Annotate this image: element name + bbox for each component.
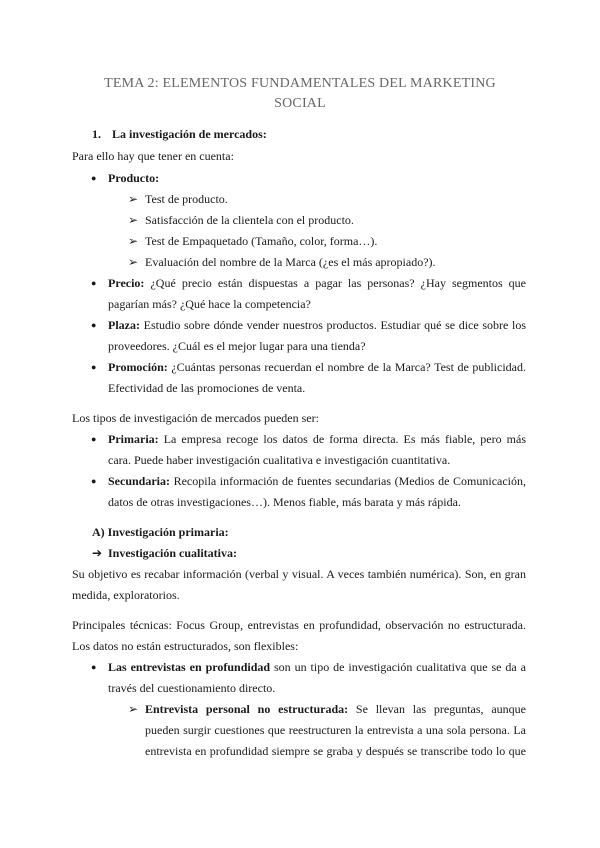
section-1-number: 1. [92, 127, 101, 141]
arrow-bullet-icon: ➢ [128, 192, 139, 206]
bullet-icon: ● [91, 278, 97, 288]
tipos-intro: Los tipos de investigación de mercados pueden ser: [72, 411, 319, 425]
personal-line-3: entrevista en profundidad siempre se graba y después se transcribe todo lo que [145, 744, 526, 758]
producto-label: Producto: [108, 171, 160, 185]
section-1-heading [92, 126, 267, 142]
promocion-line-2: Efectividad de las promociones de venta. [108, 381, 306, 395]
title-line-1: TEMA 2: ELEMENTOS FUNDAMENTALES DEL MARKETING [104, 76, 496, 91]
plaza-line-1: Plaza: Estudio sobre dónde vender nuestros productos. Estudiar qué se dice sobre los [108, 318, 526, 332]
arrow-bullet-icon: ➢ [128, 255, 139, 269]
section-1-intro: Para ello hay que tener en cuenta: [72, 149, 234, 163]
section-a-heading: A) Investigación primaria: [92, 525, 229, 539]
personal-line-2: pueden surgir cuestiones que reestructuren la entrevista a una sola persona. La [145, 723, 526, 737]
producto-item-4: Evaluación del nombre de la Marca (¿es el más apropiado?). [145, 255, 436, 269]
bullet-icon: ● [91, 362, 97, 372]
secundaria-line-2: datos de otras investigaciones…). Menos fiable, más barata y más rápida. [108, 495, 461, 509]
plaza-line-2: proveedores. ¿Cuál es el mejor lugar para una tienda? [108, 339, 366, 353]
right-arrow-icon: ➔ [92, 546, 103, 560]
bullet-icon: ● [91, 662, 97, 672]
section-1-heading-text: La investigación de mercados: [112, 127, 267, 141]
precio-line-1: Precio: ¿Qué precio están dispuestas a pagar las personas? ¿Hay segmentos que [108, 276, 527, 290]
bullet-icon: ● [91, 434, 97, 444]
title-line-2: SOCIAL [274, 96, 326, 111]
arrow-bullet-icon: ➢ [128, 213, 139, 227]
entrevistas-line-1: Las entrevistas en profundidad son un tipo de investigación cualitativa que se da a [108, 660, 526, 674]
bullet-icon: ● [91, 320, 97, 330]
producto-item-3: Test de Empaquetado (Tamaño, color, forma…). [145, 234, 378, 248]
bullet-icon: ● [91, 173, 97, 183]
arrow-bullet-icon: ➢ [128, 702, 139, 716]
personal-line-1: Entrevista personal no estructurada: Se llevan las preguntas, aunque [145, 702, 526, 716]
primaria-line-1: Primaria: La empresa recoge los datos de forma directa. Es más fiable, pero más [108, 432, 526, 446]
document-title [60, 74, 540, 114]
producto-item-2: Satisfacción de la clientela con el producto. [145, 213, 354, 227]
secundaria-line-1: Secundaria: Recopila información de fuentes secundarias (Medios de Comunicación, [108, 474, 527, 488]
arrow-bullet-icon: ➢ [128, 234, 139, 248]
tecnicas-line-1: Principales técnicas: Focus Group, entrevistas en profundidad, observación no estructurada. [72, 618, 526, 632]
primaria-line-2: cara. Puede haber investigación cualitativa e investigación cuantitativa. [108, 453, 451, 467]
objetivo-line-2: medida, exploratorios. [72, 588, 180, 602]
tecnicas-line-2: Los datos no están estructurados, son flexibles: [72, 639, 299, 653]
promocion-line-1: Promoción: ¿Cuántas personas recuerdan el nombre de la Marca? Test de publicidad. [108, 360, 526, 374]
bullet-icon: ● [91, 476, 97, 486]
precio-line-2: pagarían más? ¿Qué hace la competencia? [108, 297, 311, 311]
cualitativa-heading: Investigación cualitativa: [108, 546, 237, 560]
objetivo-line-1: Su objetivo es recabar información (verbal y visual. A veces también numérica). Son, en gran [72, 567, 526, 581]
entrevistas-line-2: través del cuestionamiento directo. [108, 681, 276, 695]
producto-item-1: Test de producto. [145, 192, 228, 206]
